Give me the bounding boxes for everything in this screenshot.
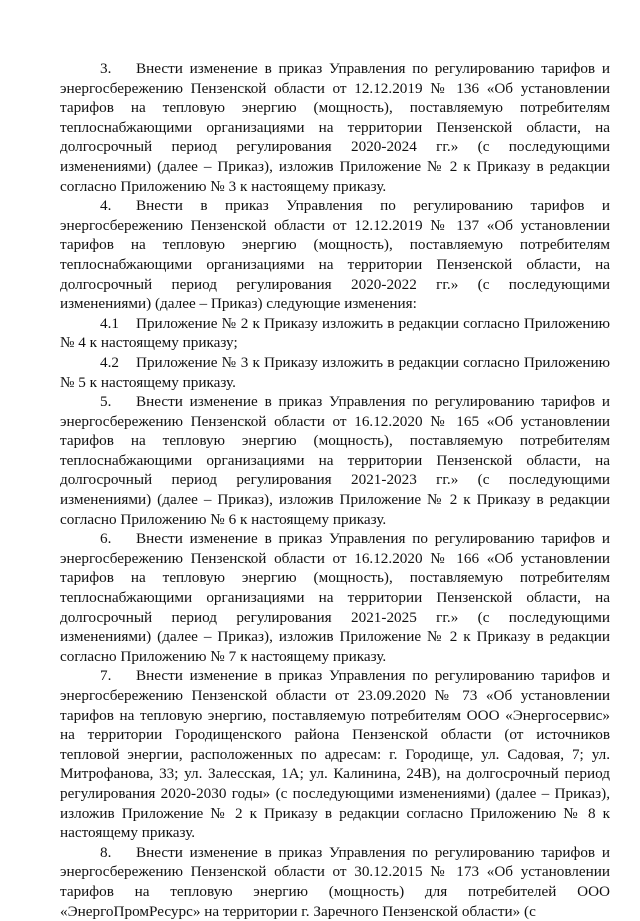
paragraph-4 [60,196,610,314]
paragraph-number: 4.2 [100,353,119,371]
paragraph-text: Внести изменение в приказ Управления по регулированию тарифов и энергосбережению Пензенской области от 16.12.2020 № 166 «Об установлении тарифов на тепловую энергию (мощность), поставляемую потребителям теплоснабжающими организациями на территории Пензенской области, на долгосрочный период регулирования 2021-2025 гг.» (с последующими изменениями) (далее – Приказ), изложив Приложение № 2 к Приказу в редакции согласно Приложению № 7 к настоящему приказу. [60,530,610,665]
paragraph-4-1 [60,314,610,353]
paragraph-text: Приложение № 2 к Приказу изложить в редакции согласно Приложению № 4 к настоящему приказу; [60,314,610,352]
paragraph-7 [60,666,610,842]
paragraph-3 [60,59,610,196]
paragraph-text: Приложение № 3 к Приказу изложить в редакции согласно Приложению № 5 к настоящему приказу. [60,353,610,391]
paragraph-4-2 [60,353,610,392]
paragraph-number: 3. [100,60,112,77]
paragraph-number: 6. [100,530,112,548]
paragraph-number: 7. [100,667,112,685]
paragraph-number: 4.1 [100,314,119,332]
paragraph-8 [60,843,610,921]
paragraph-text: Внести изменение в приказ Управления по регулированию тарифов и энергосбережению Пензенской области от 16.12.2020 № 165 «Об установлении тарифов на тепловую энергию (мощность), поставляемую потребителям теплоснабжающими организациями на территории Пензенской области, на долгосрочный период регулирования 2021-2023 гг.» (с последующими изменениями) (далее – Приказ), изложив Приложение № 2 к Приказу в редакции согласно Приложению № 6 к настоящему приказу. [60,393,610,528]
paragraph-text: Внести изменение в приказ Управления по регулированию тарифов и энергосбережению Пензенской области от 12.12.2019 № 136 «Об установлении тарифов на тепловую энергию (мощность), поставляемую потребителям теплоснабжающими организациями на территории Пензенской области, на долгосрочный период регулирования 2020-2024 гг.» (с последующими изменениями) (далее – Приказ), изложив Приложение № 2 к Приказу в редакции согласно Приложению № 3 к настоящему приказу. [60,60,610,195]
paragraph-6 [60,529,610,666]
paragraph-number: 4. [100,197,112,215]
document-page [60,59,610,921]
paragraph-number: 5. [100,393,112,411]
paragraph-text: Внести изменение в приказ Управления по регулированию тарифов и энергосбережению Пензенской области от 23.09.2020 № 73 «Об установлении тарифов на тепловую энергию, поставляемую потребителям ООО «Энергосервис» на территории Городищенского района Пензенской области (от источников тепловой энергии, расположенных по адресам: г. Городище, ул. Садовая, 7; ул. Митрофанова, 33; ул. Залесская, 1А; ул. Калинина, 24В), на долгосрочный период регулирования 2020-2030 годы» (с последующими изменениями) (далее – Приказ), изложив Приложение № 2 к Приказу в редакции согласно Приложению № 8 к настоящему приказу. [60,667,610,842]
paragraph-5 [60,392,610,529]
paragraph-text: Внести изменение в приказ Управления по регулированию тарифов и энергосбережению Пензенской области от 30.12.2015 № 173 «Об установлении тарифов на тепловую энергию (мощность) для потребителей ООО «ЭнергоПромРесурс» на территории г. Заречного Пензенской области» (с [60,843,610,920]
paragraph-number: 8. [100,843,112,861]
paragraph-text: Внести в приказ Управления по регулированию тарифов и энергосбережению Пензенской области от 12.12.2019 № 137 «Об установлении тарифов на тепловую энергию (мощность), поставляемую потребителям теплоснабжающими организациями на территории Пензенской области, на долгосрочный период регулирования 2020-2022 гг.» (с последующими изменениями) (далее – Приказ) следующие изменения: [60,197,610,313]
